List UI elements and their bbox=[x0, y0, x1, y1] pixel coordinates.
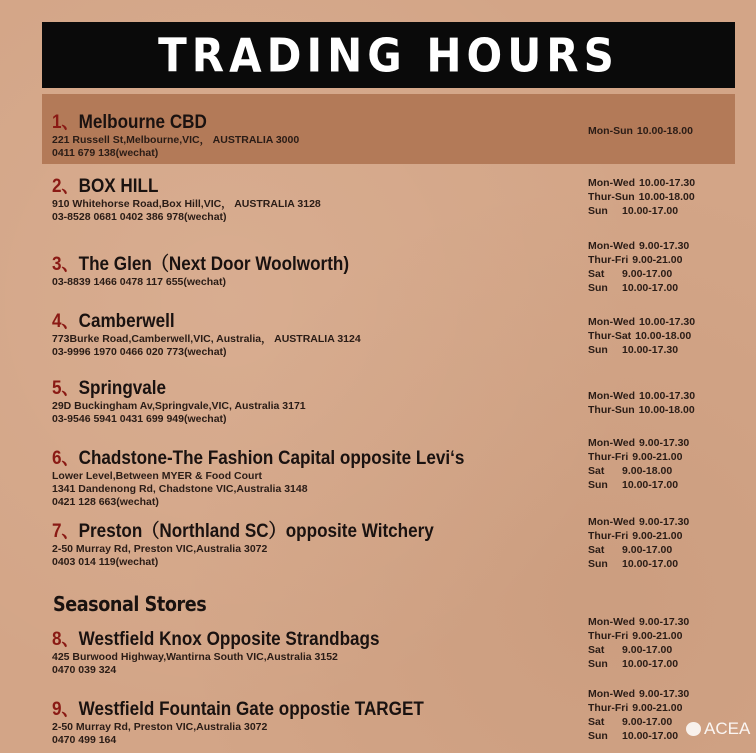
hours-time: 10.00-17.00 bbox=[622, 479, 679, 491]
hours-row bbox=[588, 389, 695, 403]
hours-row bbox=[588, 436, 689, 450]
store-name-text: The Glen（Next Door Woolworth) bbox=[78, 254, 350, 275]
hours-time: 10.00-18.00 bbox=[636, 125, 693, 137]
hours-day: Sun bbox=[588, 205, 608, 217]
store-name bbox=[52, 443, 464, 470]
hours-time: 10.00-17.30 bbox=[639, 177, 696, 189]
hours-row bbox=[588, 464, 689, 478]
store-name bbox=[52, 373, 280, 400]
hours-day: Sat bbox=[588, 465, 605, 477]
store-name bbox=[52, 249, 349, 276]
store-detail-line: Lower Level,Between MYER & Food Court bbox=[52, 470, 263, 482]
hours-row bbox=[588, 615, 689, 629]
hours-row bbox=[588, 629, 689, 643]
hours-day: Mon-Wed bbox=[588, 688, 636, 700]
store-number: 6、 bbox=[52, 448, 79, 469]
store-name-text: Camberwell bbox=[78, 311, 175, 332]
hours-time: 9.00-18.00 bbox=[622, 465, 673, 477]
hours-row bbox=[588, 478, 689, 492]
hours-row bbox=[588, 557, 689, 571]
seasonal-heading: Seasonal Stores bbox=[53, 592, 207, 616]
watermark bbox=[686, 719, 750, 739]
store-detail-line: 03-8528 0681 0402 386 978(wechat) bbox=[52, 211, 227, 223]
store-detail-line: 0470 499 164 bbox=[52, 734, 117, 746]
hours-time: 9.00-17.00 bbox=[622, 268, 673, 280]
hours-time: 9.00-17.00 bbox=[622, 716, 673, 728]
store-detail-line: 221 Russell St,Melbourne,VIC， AUSTRALIA 3000 bbox=[52, 134, 300, 146]
store-detail-line: 2-50 Murray Rd, Preston VIC,Australia 3072 bbox=[52, 721, 268, 733]
store-hours bbox=[588, 176, 695, 218]
hours-row bbox=[588, 343, 695, 357]
hours-row bbox=[588, 687, 689, 701]
hours-time: 10.00-17.00 bbox=[622, 282, 679, 294]
hours-row bbox=[588, 315, 695, 329]
hours-time: 10.00-18.00 bbox=[635, 330, 692, 342]
hours-day: Mon-Wed bbox=[588, 316, 636, 328]
hours-time: 10.00-17.00 bbox=[622, 730, 679, 742]
hours-row bbox=[588, 715, 689, 729]
store-entry bbox=[52, 694, 465, 747]
hours-time: 9.00-17.30 bbox=[639, 688, 690, 700]
store-number: 9、 bbox=[52, 699, 79, 720]
hours-day: Thur-Fri bbox=[588, 254, 629, 266]
store-entry bbox=[52, 373, 306, 426]
store-name-text: Springvale bbox=[78, 378, 167, 399]
hours-day: Sun bbox=[588, 558, 608, 570]
store-detail-line: 1341 Dandenong Rd, Chadstone VIC,Australia 3148 bbox=[52, 483, 308, 495]
title-bar bbox=[42, 22, 735, 88]
store-entry bbox=[52, 443, 510, 509]
hours-row bbox=[588, 529, 689, 543]
hours-time: 9.00-17.30 bbox=[639, 240, 690, 252]
hours-row bbox=[588, 329, 695, 343]
hours-day: Thur-Fri bbox=[588, 702, 629, 714]
store-detail-line: 910 Whitehorse Road,Box Hill,VIC， AUSTRALIA 3128 bbox=[52, 198, 321, 210]
store-hours bbox=[588, 389, 695, 417]
watermark-text: ACEA bbox=[704, 719, 751, 738]
hours-row bbox=[588, 515, 689, 529]
store-detail-line: 0403 014 119(wechat) bbox=[52, 556, 159, 568]
store-detail-line: 0411 679 138(wechat) bbox=[52, 147, 159, 159]
store-name-text: BOX HILL bbox=[78, 176, 159, 197]
store-detail-line: 29D Buckingham Av,Springvale,VIC, Australia 3171 bbox=[52, 400, 306, 412]
hours-day: Sat bbox=[588, 716, 605, 728]
hours-row bbox=[588, 204, 695, 218]
hours-day: Mon-Wed bbox=[588, 516, 636, 528]
store-number: 1、 bbox=[52, 112, 79, 133]
store-name-text: Preston（Northland SC）opposite Witchery bbox=[78, 521, 434, 542]
hours-row bbox=[588, 239, 689, 253]
store-number: 7、 bbox=[52, 521, 79, 542]
store-hours bbox=[588, 515, 689, 571]
hours-day: Sun bbox=[588, 730, 608, 742]
hours-day: Sun bbox=[588, 282, 608, 294]
store-name bbox=[52, 306, 330, 333]
store-detail-line: 0421 128 663(wechat) bbox=[52, 496, 159, 508]
hours-day: Sat bbox=[588, 268, 605, 280]
hours-row bbox=[588, 281, 689, 295]
store-hours bbox=[588, 615, 689, 671]
hours-time: 10.00-17.00 bbox=[622, 658, 679, 670]
store-entry bbox=[52, 306, 361, 359]
store-number: 4、 bbox=[52, 311, 79, 332]
hours-row bbox=[588, 403, 695, 417]
hours-time: 9.00-17.00 bbox=[622, 644, 673, 656]
store-number: 3、 bbox=[52, 254, 79, 275]
store-name bbox=[52, 107, 274, 134]
store-entry bbox=[52, 107, 299, 160]
hours-row bbox=[588, 253, 689, 267]
hours-time: 9.00-21.00 bbox=[632, 702, 683, 714]
store-name bbox=[52, 516, 434, 543]
store-hours bbox=[588, 239, 689, 295]
hours-row bbox=[588, 657, 689, 671]
page-title: TRADING HOURS bbox=[158, 28, 619, 82]
store-detail-line: 03-8839 1466 0478 117 655(wechat) bbox=[52, 276, 226, 288]
hours-row bbox=[588, 729, 689, 743]
hours-time: 10.00-17.30 bbox=[622, 344, 679, 356]
store-detail-line: 03-9546 5941 0431 699 949(wechat) bbox=[52, 413, 227, 425]
store-name bbox=[52, 624, 380, 651]
hours-time: 9.00-21.00 bbox=[632, 630, 683, 642]
store-hours bbox=[588, 436, 689, 492]
hours-day: Sat bbox=[588, 544, 605, 556]
hours-row bbox=[588, 190, 695, 204]
store-name-text: Westfield Fountain Gate oppostie TARGET bbox=[78, 699, 424, 720]
hours-day: Thur-Fri bbox=[588, 530, 629, 542]
hours-time: 9.00-21.00 bbox=[632, 254, 683, 266]
store-entry bbox=[52, 624, 416, 677]
hours-day: Mon-Wed bbox=[588, 616, 636, 628]
hours-row bbox=[588, 543, 689, 557]
hours-row bbox=[588, 701, 689, 715]
store-name-text: Westfield Knox Opposite Strandbags bbox=[78, 629, 380, 650]
hours-day: Sat bbox=[588, 644, 605, 656]
store-detail-line: 03-9996 1970 0466 020 773(wechat) bbox=[52, 346, 227, 358]
store-detail-line: 773Burke Road,Camberwell,VIC, Australia， AUSTRALIA 3124 bbox=[52, 333, 361, 345]
store-entry bbox=[52, 249, 382, 289]
store-detail-line: 425 Burwood Highway,Wantirna South VIC,Australia 3152 bbox=[52, 651, 338, 663]
hours-day: Thur-Sun bbox=[588, 404, 635, 416]
hours-day: Mon-Wed bbox=[588, 390, 636, 402]
store-hours bbox=[588, 315, 695, 357]
store-detail-line: 0470 039 324 bbox=[52, 664, 117, 676]
hours-time: 10.00-17.30 bbox=[639, 390, 696, 402]
store-hours bbox=[588, 687, 689, 743]
hours-time: 10.00-18.00 bbox=[638, 191, 695, 203]
hours-day: Sun bbox=[588, 344, 608, 356]
hours-day: Mon-Wed bbox=[588, 240, 636, 252]
hours-time: 9.00-17.00 bbox=[622, 544, 673, 556]
wechat-icon bbox=[686, 722, 701, 736]
hours-time: 10.00-17.00 bbox=[622, 205, 679, 217]
hours-day: Sun bbox=[588, 479, 608, 491]
hours-day: Mon-Wed bbox=[588, 177, 636, 189]
store-hours bbox=[588, 124, 693, 138]
hours-time: 9.00-17.30 bbox=[639, 616, 690, 628]
store-name bbox=[52, 171, 294, 198]
hours-day: Mon-Sun bbox=[588, 125, 633, 137]
store-number: 8、 bbox=[52, 629, 79, 650]
store-number: 2、 bbox=[52, 176, 79, 197]
hours-row bbox=[588, 643, 689, 657]
hours-day: Sun bbox=[588, 658, 608, 670]
hours-row bbox=[588, 450, 689, 464]
hours-time: 9.00-21.00 bbox=[632, 530, 683, 542]
hours-row bbox=[588, 124, 693, 138]
store-detail-line: 2-50 Murray Rd, Preston VIC,Australia 3072 bbox=[52, 543, 268, 555]
hours-time: 9.00-17.30 bbox=[639, 516, 690, 528]
hours-day: Thur-Sun bbox=[588, 191, 635, 203]
hours-time: 9.00-21.00 bbox=[632, 451, 683, 463]
hours-row bbox=[588, 267, 689, 281]
hours-day: Thur-Fri bbox=[588, 451, 629, 463]
store-entry bbox=[52, 171, 321, 224]
hours-time: 9.00-17.30 bbox=[639, 437, 690, 449]
store-entry bbox=[52, 516, 476, 569]
store-number: 5、 bbox=[52, 378, 79, 399]
store-name-text: Melbourne CBD bbox=[78, 112, 207, 133]
hours-day: Mon-Wed bbox=[588, 437, 636, 449]
hours-day: Thur-Sat bbox=[588, 330, 632, 342]
hours-day: Thur-Fri bbox=[588, 630, 629, 642]
hours-row bbox=[588, 176, 695, 190]
store-name-text: Chadstone-The Fashion Capital opposite Levi‘s bbox=[78, 448, 465, 469]
hours-time: 10.00-18.00 bbox=[638, 404, 695, 416]
store-name bbox=[52, 694, 424, 721]
hours-time: 10.00-17.00 bbox=[622, 558, 679, 570]
hours-time: 10.00-17.30 bbox=[639, 316, 696, 328]
